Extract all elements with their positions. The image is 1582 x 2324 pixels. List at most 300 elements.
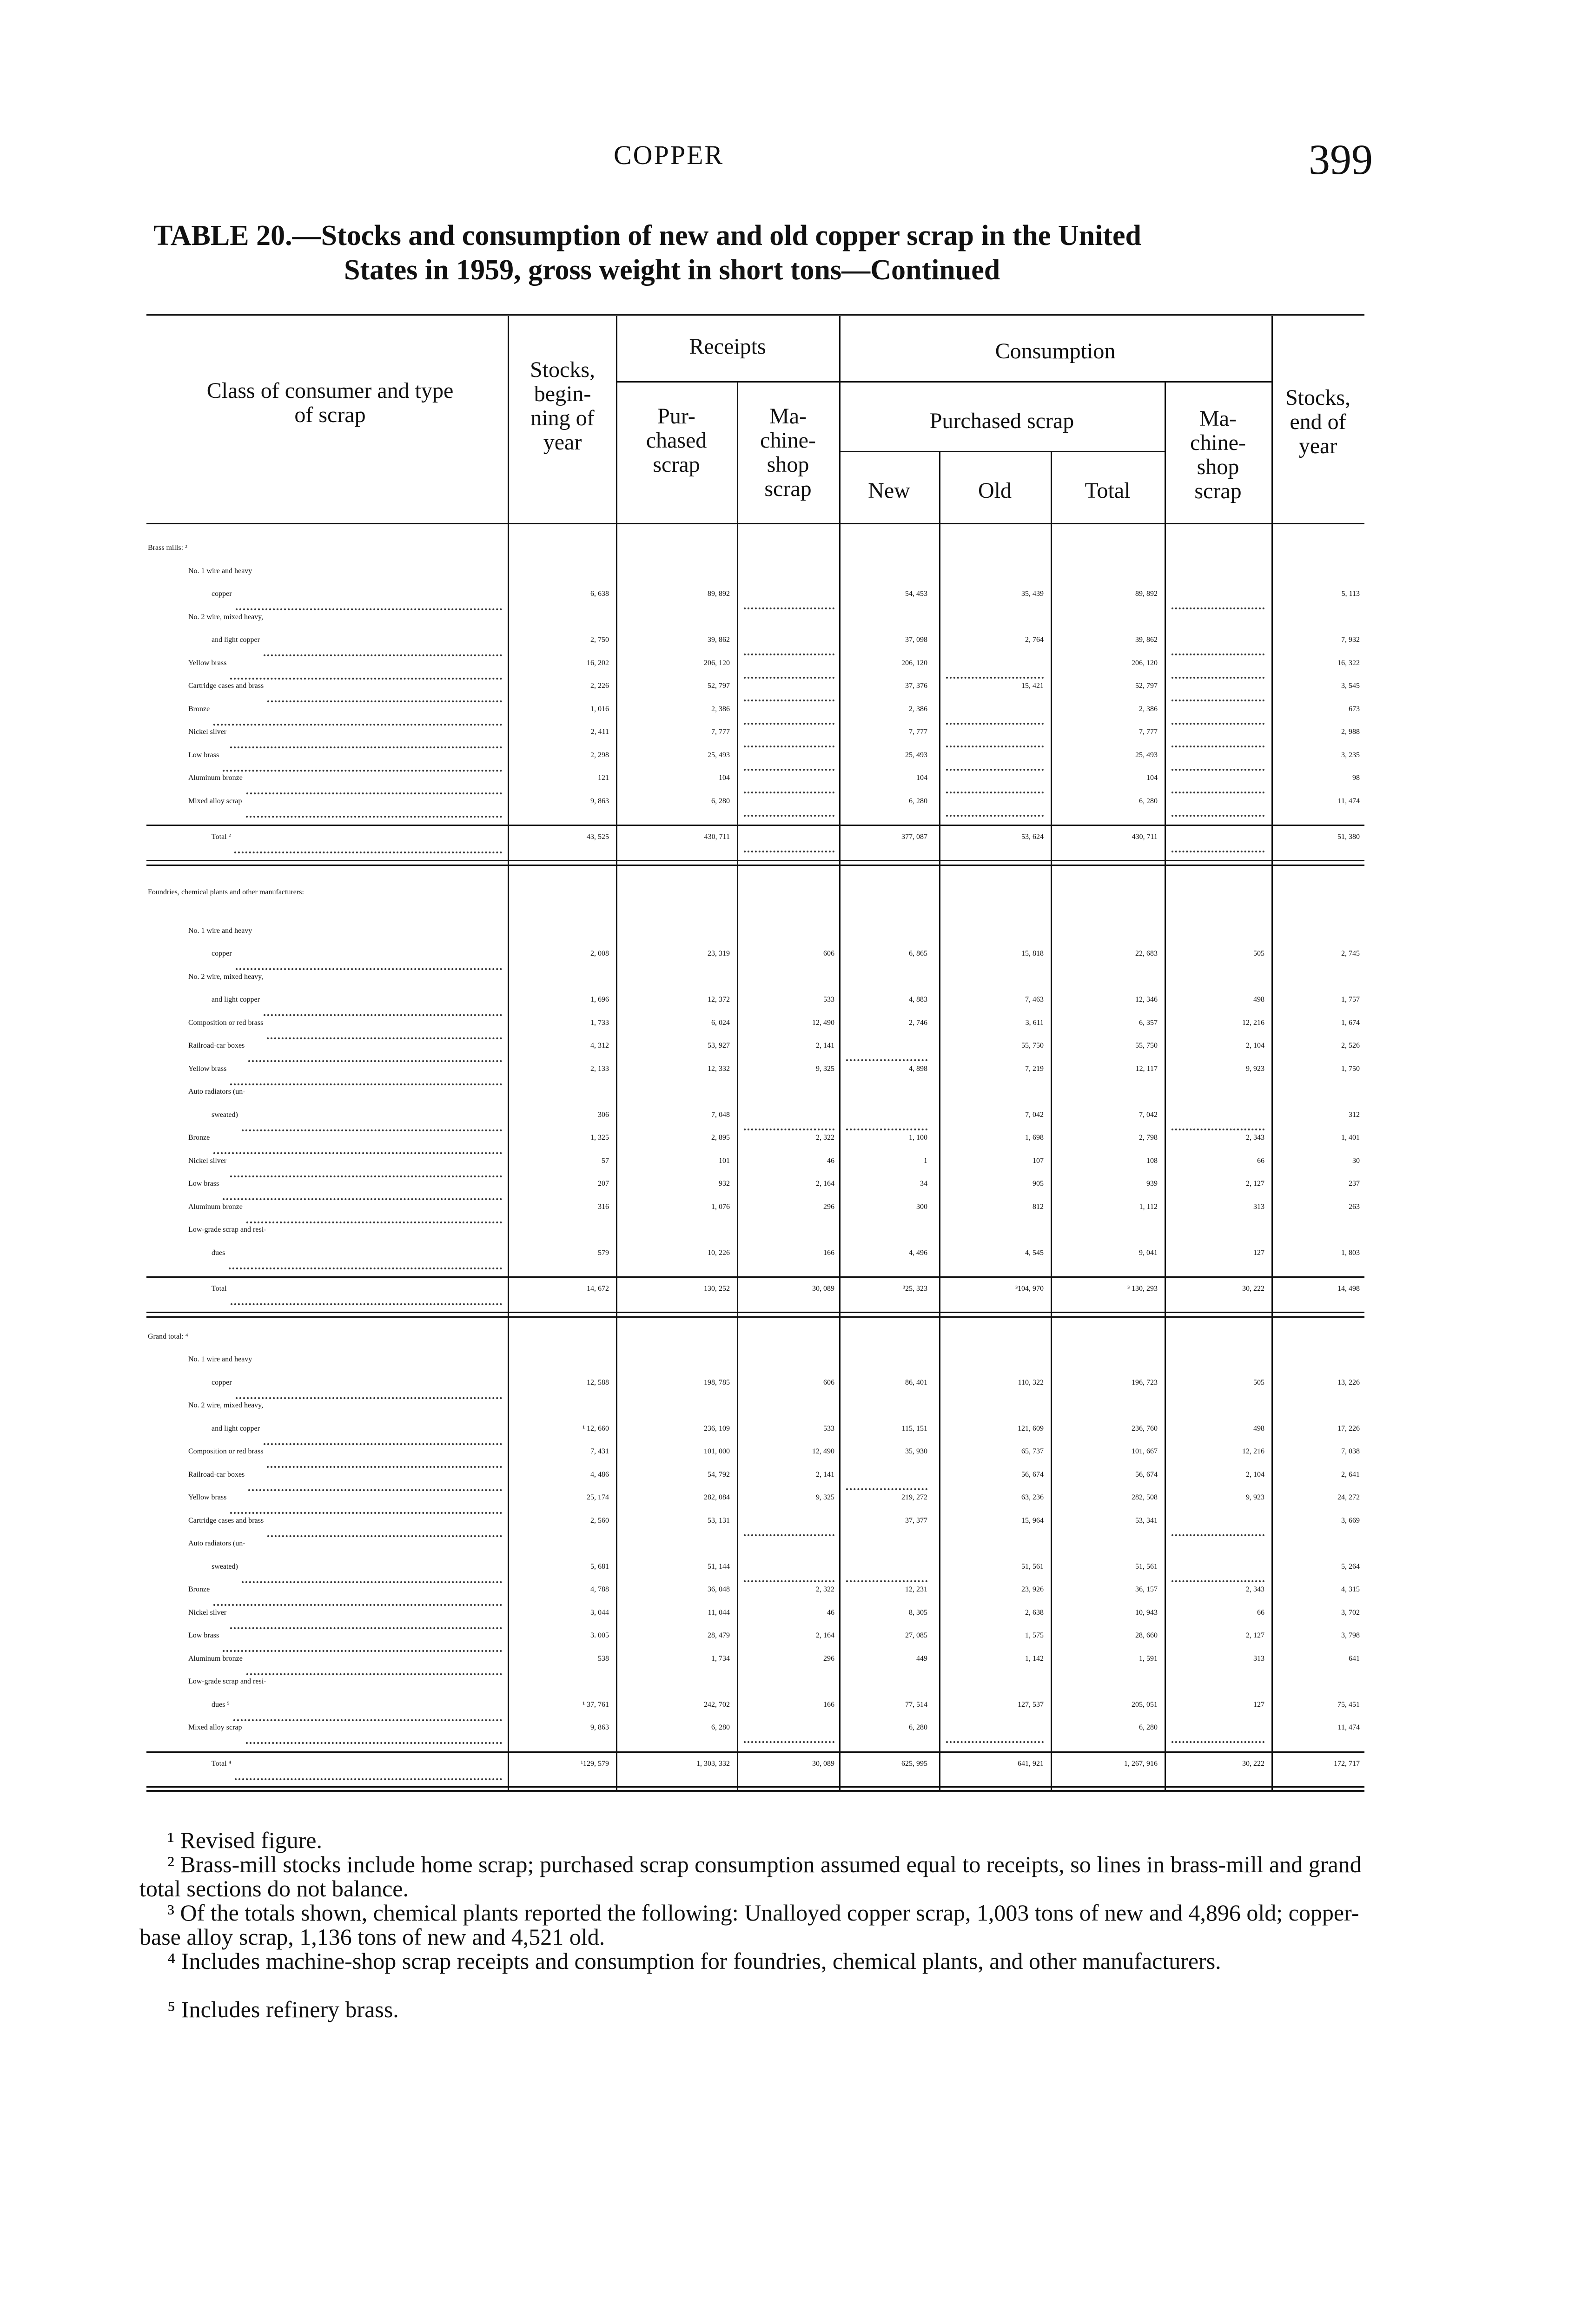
leader-dots	[264, 1443, 502, 1445]
table-cell: 12, 216	[1242, 1447, 1264, 1455]
empty-cell-dashes	[1172, 851, 1264, 852]
empty-cell-dashes	[846, 1488, 927, 1490]
header-bottom-rule	[146, 523, 1364, 524]
table-cell: 107	[1033, 1156, 1044, 1165]
table-cell: 55, 750	[1135, 1042, 1158, 1050]
table-cell: 1, 698	[1025, 1134, 1044, 1142]
table-cell: 205, 051	[1132, 1700, 1158, 1709]
empty-cell-dashes	[946, 677, 1044, 679]
table-cell: 52, 797	[1135, 682, 1158, 690]
table-cell: 7, 219	[1025, 1064, 1044, 1073]
table-cell: 263	[1349, 1202, 1360, 1211]
table-cell: 1, 696	[590, 996, 609, 1004]
row-label: copper	[212, 950, 232, 957]
table-cell: 2, 386	[909, 705, 927, 713]
table-cell: 1, 803	[1341, 1248, 1360, 1257]
table-cell: ¹ 37, 761	[582, 1700, 609, 1709]
footnote: ⁵ Includes refinery brass.	[167, 1996, 399, 2022]
table-cell: 37, 377	[905, 1516, 927, 1525]
table-cell: 242, 702	[704, 1700, 730, 1709]
header-stocks-begin: Stocks, begin- ning of year	[530, 357, 595, 455]
table-cell: 282, 084	[704, 1493, 730, 1501]
table-cell: 3, 611	[1025, 1018, 1044, 1027]
table-cell: ³25, 323	[903, 1285, 927, 1293]
receipts-underline	[616, 381, 839, 383]
table-cell: 6, 865	[909, 950, 927, 957]
empty-cell-dashes	[1172, 746, 1264, 747]
table-cell: 6, 280	[1139, 1723, 1158, 1731]
empty-cell-dashes	[1172, 1741, 1264, 1743]
table-cell: 2, 322	[816, 1134, 834, 1142]
table-cell: 2, 164	[816, 1631, 834, 1639]
table-cell: 43, 525	[587, 833, 609, 841]
table-cell: 1, 325	[590, 1134, 609, 1142]
row-label: No. 1 wire and heavy	[188, 1355, 252, 1363]
table-title-line-1: TABLE 20.—Stocks and consumption of new and old copper scrap in the United	[153, 220, 1142, 251]
header-stocks-end: Stocks, end of year	[1285, 385, 1350, 458]
leader-dots	[230, 746, 502, 748]
column-rule	[616, 316, 617, 1791]
table-cell: 25, 493	[1135, 751, 1158, 759]
table-cell: 2, 104	[1246, 1042, 1264, 1050]
leader-dots	[267, 1037, 502, 1039]
table-cell: 56, 674	[1021, 1470, 1044, 1479]
table-cell: 300	[916, 1202, 927, 1211]
table-cell: 9, 923	[1246, 1493, 1264, 1501]
table-top-rule	[146, 314, 1364, 316]
leader-dots	[223, 1650, 502, 1652]
leader-dots	[230, 1627, 502, 1629]
row-label: No. 2 wire, mixed heavy,	[188, 613, 264, 621]
table-cell: 7, 777	[1139, 728, 1158, 736]
table-cell: 66	[1257, 1608, 1264, 1617]
column-rule	[839, 316, 841, 1791]
table-cell: 282, 508	[1132, 1493, 1158, 1501]
leader-dots	[230, 678, 502, 680]
row-label: Total ²	[212, 833, 231, 841]
table-cell: 449	[916, 1654, 927, 1663]
table-cell: 46	[827, 1156, 834, 1165]
table-cell: 1, 142	[1025, 1654, 1044, 1663]
table-cell: 812	[1033, 1202, 1044, 1211]
table-cell: 15, 964	[1021, 1516, 1044, 1525]
empty-cell-dashes	[744, 769, 834, 771]
table-cell: 2, 560	[590, 1516, 609, 1525]
table-cell: ¹ 12, 660	[582, 1424, 609, 1433]
table-cell: 35, 930	[905, 1447, 927, 1455]
row-label: copper	[212, 1378, 232, 1386]
row-label: Yellow brass	[188, 659, 227, 667]
table-cell: 98	[1352, 774, 1360, 782]
table-cell: 2, 298	[590, 751, 609, 759]
table-cell: 6, 024	[711, 1018, 730, 1027]
table-cell: 1, 733	[590, 1018, 609, 1027]
table-cell: 121	[598, 774, 609, 782]
empty-cell-dashes	[744, 700, 834, 701]
table-cell: 89, 892	[708, 590, 730, 598]
empty-cell-dashes	[744, 1534, 834, 1536]
section-double-rule	[146, 860, 1364, 861]
row-label: Yellow brass	[188, 1064, 227, 1073]
table-cell: 166	[823, 1248, 834, 1257]
table-cell: 2, 343	[1246, 1585, 1264, 1593]
table-cell: 306	[598, 1110, 609, 1119]
table-cell: 4, 496	[909, 1248, 927, 1257]
table-cell: 2, 127	[1246, 1631, 1264, 1639]
table-cell: 30, 089	[812, 1285, 834, 1293]
table-cell: 6, 357	[1139, 1018, 1158, 1027]
row-label: No. 2 wire, mixed heavy,	[188, 972, 264, 981]
total-rule	[146, 825, 1364, 826]
row-label: Aluminum bronze	[188, 774, 243, 782]
table-cell: 51, 380	[1337, 833, 1360, 841]
table-cell: 3, 669	[1341, 1516, 1360, 1525]
table-cell: 1, 575	[1025, 1631, 1044, 1639]
consumption-underline	[839, 381, 1271, 383]
empty-cell-dashes	[846, 1580, 927, 1582]
row-label: Yellow brass	[188, 1493, 227, 1501]
table-cell: 3, 798	[1341, 1631, 1360, 1639]
table-cell: 9, 863	[590, 797, 609, 805]
table-cell: 12, 372	[708, 996, 730, 1004]
leader-dots	[231, 1303, 502, 1305]
empty-cell-dashes	[1172, 815, 1264, 817]
table-cell: 207	[598, 1180, 609, 1188]
empty-cell-dashes	[744, 723, 834, 725]
empty-cell-dashes	[744, 607, 834, 609]
row-label: Low-grade scrap and resi-	[188, 1677, 266, 1685]
table-cell: 110, 322	[1018, 1378, 1044, 1386]
leader-dots	[246, 1673, 502, 1675]
header-receipts-purchased: Pur- chased scrap	[646, 404, 707, 477]
table-cell: 37, 098	[905, 636, 927, 644]
table-cell: 533	[823, 1424, 834, 1433]
table-cell: 939	[1146, 1180, 1158, 1188]
section-double-rule	[146, 1786, 1364, 1788]
leader-dots	[246, 792, 502, 794]
table-cell: 28, 479	[708, 1631, 730, 1639]
table-cell: 23, 926	[1021, 1585, 1044, 1593]
table-cell: 101, 000	[704, 1447, 730, 1455]
table-cell: 1, 674	[1341, 1018, 1360, 1027]
table-cell: 2, 127	[1246, 1180, 1264, 1188]
table-cell: 498	[1253, 996, 1264, 1004]
running-header: COPPER	[614, 140, 724, 170]
table-cell: 54, 792	[708, 1470, 730, 1479]
section-double-rule-second	[146, 1316, 1364, 1318]
row-label: Total	[212, 1285, 227, 1293]
header-purchased-scrap: Purchased scrap	[929, 409, 1074, 433]
table-cell: 15, 818	[1021, 950, 1044, 957]
table-cell: 9, 923	[1246, 1064, 1264, 1073]
table-cell: 11, 044	[708, 1608, 730, 1617]
table-cell: 2, 386	[711, 705, 730, 713]
table-cell: 57	[602, 1156, 609, 1165]
table-cell: 2, 746	[909, 1018, 927, 1027]
table-bottom-rule	[146, 1790, 1364, 1792]
header-new: New	[868, 478, 910, 503]
table-cell: 104	[1146, 774, 1158, 782]
leader-dots	[213, 724, 502, 726]
row-label: Bronze	[188, 705, 210, 713]
row-label: Cartridge cases and brass	[188, 1516, 264, 1525]
table-cell: 11, 474	[1337, 797, 1360, 805]
table-cell: 641, 921	[1018, 1759, 1044, 1768]
table-cell: 8, 305	[909, 1608, 927, 1617]
table-cell: 4, 315	[1341, 1585, 1360, 1593]
table-cell: 1, 401	[1341, 1134, 1360, 1142]
table-cell: 1, 267, 916	[1124, 1759, 1158, 1768]
row-label: dues	[212, 1248, 225, 1257]
header-class: Class of consumer and type of scrap	[206, 378, 454, 427]
table-cell: 30, 222	[1242, 1285, 1264, 1293]
leader-dots	[230, 1512, 502, 1514]
row-label: Low brass	[188, 1180, 219, 1188]
table-cell: 313	[1253, 1202, 1264, 1211]
leader-dots	[213, 1152, 502, 1154]
table-cell: 51, 561	[1021, 1562, 1044, 1571]
column-rule	[1165, 382, 1166, 1791]
empty-cell-dashes	[744, 1129, 834, 1130]
empty-cell-dashes	[1172, 654, 1264, 655]
table-cell: 2, 343	[1246, 1134, 1264, 1142]
table-cell: 932	[719, 1180, 730, 1188]
table-cell: 1, 016	[590, 705, 609, 713]
table-cell: 206, 120	[1132, 659, 1158, 667]
table-cell: 4, 898	[909, 1064, 927, 1073]
table-cell: 236, 109	[704, 1424, 730, 1433]
table-cell: 7, 038	[1341, 1447, 1360, 1455]
empty-cell-dashes	[946, 815, 1044, 817]
table-cell: 2, 411	[590, 728, 609, 736]
leader-dots	[267, 700, 502, 702]
table-cell: 237	[1349, 1180, 1360, 1188]
table-cell: 24, 272	[1337, 1493, 1360, 1501]
empty-cell-dashes	[946, 723, 1044, 725]
table-cell: 505	[1253, 950, 1264, 957]
row-label: dues ⁵	[212, 1700, 230, 1709]
table-cell: 101	[719, 1156, 730, 1165]
leader-dots	[246, 816, 502, 818]
table-cell: 9, 325	[816, 1493, 834, 1501]
table-cell: 2, 226	[590, 682, 609, 690]
total-rule	[146, 1276, 1364, 1278]
section-heading: Foundries, chemical plants and other manufacturers:	[148, 888, 304, 896]
table-cell: 430, 711	[704, 833, 730, 841]
total-rule	[146, 1751, 1364, 1753]
empty-cell-dashes	[1172, 677, 1264, 679]
table-cell: 2, 141	[816, 1042, 834, 1050]
leader-dots	[223, 1198, 502, 1200]
purchased-scrap-underline	[839, 451, 1165, 452]
table-cell: 25, 174	[587, 1493, 609, 1501]
table-cell: 1, 303, 332	[696, 1759, 730, 1768]
table-cell: 30	[1352, 1156, 1360, 1165]
table-cell: 236, 760	[1132, 1424, 1158, 1433]
leader-dots	[230, 1083, 502, 1085]
table-cell: 2, 895	[711, 1134, 730, 1142]
table-cell: 65, 737	[1021, 1447, 1044, 1455]
table-cell: 6, 280	[1139, 797, 1158, 805]
table-cell: 296	[823, 1202, 834, 1211]
table-cell: 101, 667	[1132, 1447, 1158, 1455]
header-receipts: Receipts	[689, 334, 766, 359]
table-cell: 4, 312	[590, 1042, 609, 1050]
table-cell: 206, 120	[901, 659, 927, 667]
leader-dots	[267, 1466, 502, 1468]
leader-dots	[229, 1268, 502, 1269]
empty-cell-dashes	[744, 815, 834, 817]
row-label: copper	[212, 590, 232, 598]
row-label: Mixed alloy scrap	[188, 797, 242, 805]
header-old: Old	[978, 478, 1012, 503]
table-cell: 11, 474	[1337, 1723, 1360, 1731]
leader-dots	[267, 1535, 502, 1537]
table-cell: 14, 672	[587, 1285, 609, 1293]
empty-cell-dashes	[1172, 700, 1264, 701]
table-cell: 25, 493	[905, 751, 927, 759]
table-cell: 2, 164	[816, 1180, 834, 1188]
table-cell: 7, 463	[1025, 996, 1044, 1004]
table-cell: 219, 272	[901, 1493, 927, 1501]
row-label: Nickel silver	[188, 728, 227, 736]
row-label: Total ⁴	[212, 1759, 232, 1768]
table-cell: 12, 231	[905, 1585, 927, 1593]
table-cell: 2, 745	[1341, 950, 1360, 957]
table-cell: 196, 723	[1132, 1378, 1158, 1386]
empty-cell-dashes	[1172, 769, 1264, 771]
page-number: 399	[1309, 136, 1373, 183]
empty-cell-dashes	[946, 769, 1044, 771]
leader-dots	[248, 1060, 502, 1062]
empty-cell-dashes	[744, 851, 834, 852]
table-cell: 7, 042	[1025, 1110, 1044, 1119]
row-label: Grand total: ⁴	[148, 1332, 188, 1340]
table-cell: 16, 322	[1337, 659, 1360, 667]
empty-cell-dashes	[1172, 1534, 1264, 1536]
table-cell: 7, 431	[590, 1447, 609, 1455]
leader-dots	[234, 852, 502, 853]
leader-dots	[264, 1014, 502, 1016]
empty-cell-dashes	[846, 1129, 927, 1130]
table-cell: 7, 932	[1341, 636, 1360, 644]
table-cell: 12, 346	[1135, 996, 1158, 1004]
row-label: No. 1 wire and heavy	[188, 567, 252, 575]
table-cell: 51, 144	[708, 1562, 730, 1571]
row-label: Nickel silver	[188, 1608, 227, 1617]
table-cell: 37, 376	[905, 682, 927, 690]
table-cell: 36, 048	[708, 1585, 730, 1593]
table-cell: 6, 638	[590, 590, 609, 598]
leader-dots	[236, 968, 502, 970]
table-cell: 4, 486	[590, 1470, 609, 1479]
table-cell: 166	[823, 1700, 834, 1709]
table-cell: 52, 797	[708, 682, 730, 690]
table-cell: 9, 041	[1139, 1248, 1158, 1257]
table-cell: 7, 777	[711, 728, 730, 736]
table-cell: 505	[1253, 1378, 1264, 1386]
table-cell: 63, 236	[1021, 1493, 1044, 1501]
table-cell: 2, 141	[816, 1470, 834, 1479]
leader-dots	[248, 1489, 502, 1491]
footnote: ³ Of the totals shown, chemical plants reported the following: Unalloyed copper scrap, 1,003 tons of new and 4,896 old; copper-base alloy scrap, 1,136 tons of new and 4,521 old.	[139, 1900, 1359, 1950]
table-cell: 905	[1033, 1180, 1044, 1188]
table-cell: 3, 702	[1341, 1608, 1360, 1617]
row-label: Low brass	[188, 1631, 219, 1639]
leader-dots	[236, 1397, 502, 1399]
table-cell: 66	[1257, 1156, 1264, 1165]
table-cell: ¹129, 579	[581, 1759, 609, 1768]
table-cell: ³104, 970	[1015, 1285, 1044, 1293]
table-cell: 6, 280	[909, 1723, 927, 1731]
table-cell: 53, 624	[1021, 833, 1044, 841]
table-cell: 4, 545	[1025, 1248, 1044, 1257]
table-cell: 54, 453	[905, 590, 927, 598]
leader-dots	[230, 1175, 502, 1177]
row-label: Cartridge cases and brass	[188, 682, 264, 690]
row-label: sweated)	[212, 1110, 238, 1119]
empty-cell-dashes	[1172, 723, 1264, 725]
empty-cell-dashes	[744, 654, 834, 655]
table-cell: 17, 226	[1337, 1424, 1360, 1433]
table-cell: 2, 133	[590, 1064, 609, 1073]
table-cell: 6, 280	[909, 797, 927, 805]
table-cell: 1, 076	[711, 1202, 730, 1211]
table-cell: 7, 042	[1139, 1110, 1158, 1119]
table-cell: 1, 591	[1139, 1654, 1158, 1663]
table-cell: 51, 561	[1135, 1562, 1158, 1571]
row-label: sweated)	[212, 1562, 238, 1571]
table-cell: 22, 683	[1135, 950, 1158, 957]
table-cell: 1	[924, 1156, 927, 1165]
table-cell: 77, 514	[905, 1700, 927, 1709]
table-cell: 538	[598, 1654, 609, 1663]
row-label: Low-grade scrap and resi-	[188, 1226, 266, 1234]
row-label: Auto radiators (un-	[188, 1088, 245, 1096]
table-cell: 316	[598, 1202, 609, 1211]
row-label: Bronze	[188, 1585, 210, 1593]
table-cell: 1, 100	[909, 1134, 927, 1142]
footnote: ¹ Revised figure.	[167, 1827, 322, 1853]
empty-cell-dashes	[946, 746, 1044, 747]
table-cell: 39, 862	[1135, 636, 1158, 644]
row-label: Railroad-car boxes	[188, 1470, 245, 1479]
table-cell: 104	[916, 774, 927, 782]
table-cell: 3, 235	[1341, 751, 1360, 759]
empty-cell-dashes	[744, 1741, 834, 1743]
table-cell: 533	[823, 996, 834, 1004]
table-cell: 3, 044	[590, 1608, 609, 1617]
table-cell: 377, 087	[901, 833, 927, 841]
empty-cell-dashes	[1172, 1580, 1264, 1582]
row-label: Aluminum bronze	[188, 1202, 243, 1211]
empty-cell-dashes	[946, 1741, 1044, 1743]
header-consumption-machine-shop: Ma- chine- shop scrap	[1190, 406, 1246, 503]
table-cell: 53, 927	[708, 1042, 730, 1050]
table-cell: 1, 112	[1139, 1202, 1158, 1211]
table-cell: 2, 386	[1139, 705, 1158, 713]
table-cell: 10, 943	[1135, 1608, 1158, 1617]
table-title	[153, 218, 1371, 287]
column-rule	[939, 452, 940, 1791]
table-cell: 34	[920, 1180, 927, 1188]
table-cell: 86, 401	[905, 1378, 927, 1386]
table-cell: 15, 421	[1021, 682, 1044, 690]
column-rule	[737, 382, 738, 1791]
header-total: Total	[1085, 478, 1131, 503]
table-cell: 7, 048	[711, 1110, 730, 1119]
table-cell: 9, 863	[590, 1723, 609, 1731]
